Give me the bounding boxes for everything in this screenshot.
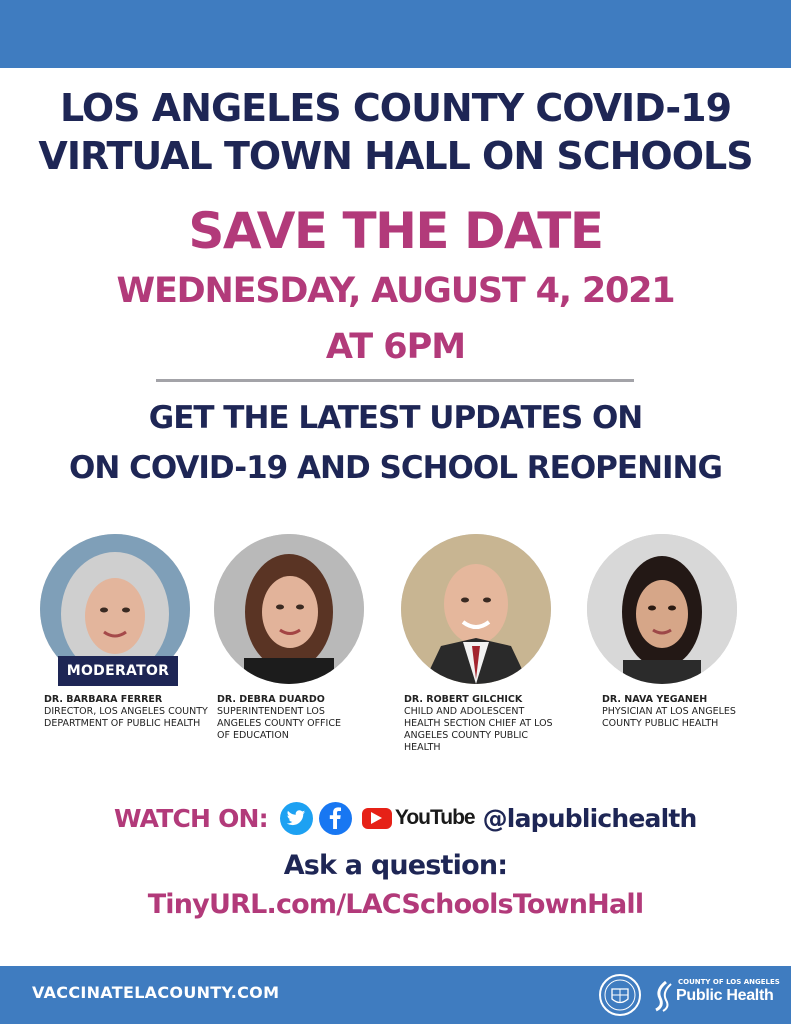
watch-on-row	[114, 800, 697, 836]
event-date: WEDNESDAY, AUGUST 4, 2021	[116, 271, 675, 311]
updates-heading-line2: ON COVID-19 AND SCHOOL REOPENING	[69, 450, 722, 486]
moderator-badge: MODERATOR	[58, 656, 178, 686]
speaker-title: DIRECTOR, LOS ANGELES COUNTY DEPARTMENT OF PUBLIC HEALTH	[44, 706, 208, 729]
save-the-date-heading: SAVE THE DATE	[188, 202, 603, 260]
event-title-line1: LOS ANGELES COUNTY COVID-19	[59, 86, 732, 130]
public-health-logo-small-text: COUNTY OF LOS ANGELES	[678, 978, 780, 986]
youtube-wordmark: YouTube	[394, 806, 475, 829]
ask-question-prompt: Ask a question:	[283, 850, 508, 881]
twitter-icon[interactable]	[280, 802, 313, 835]
updates-heading-line1: GET THE LATEST UPDATES ON	[148, 400, 643, 436]
youtube-logo[interactable]	[362, 806, 475, 830]
county-seal-icon	[598, 973, 642, 1017]
speaker-name: DR. DEBRA DUARDO	[217, 694, 325, 705]
social-handle: @lapublichealth	[482, 803, 697, 833]
event-title-line2: VIRTUAL TOWN HALL ON SCHOOLS	[38, 134, 753, 178]
bottom-banner	[0, 966, 791, 1024]
public-health-logo	[652, 976, 782, 1016]
website-link[interactable]: VACCINATELACOUNTY.COM	[32, 983, 280, 1002]
top-banner	[0, 0, 791, 68]
question-url-link[interactable]: TinyURL.com/LACSchoolsTownHall	[147, 889, 644, 920]
speaker-name: DR. ROBERT GILCHICK	[404, 694, 523, 705]
facebook-icon[interactable]	[319, 802, 352, 835]
speaker-photo	[214, 534, 364, 684]
speaker-title: PHYSICIAN AT LOS ANGELES COUNTY PUBLIC HEALTH	[602, 706, 736, 729]
section-divider	[156, 379, 634, 382]
speaker-title: CHILD AND ADOLESCENT HEALTH SECTION CHIEF AT LOS ANGELES COUNTY PUBLIC HEALTH	[404, 706, 553, 753]
event-time: AT 6PM	[325, 327, 466, 367]
public-health-logo-text: Public Health	[676, 987, 774, 1004]
public-health-mark-icon	[652, 980, 674, 1012]
speaker-name: DR. BARBARA FERRER	[44, 694, 163, 705]
speaker-name: DR. NAVA YEGANEH	[602, 694, 708, 705]
speaker-photo	[401, 534, 551, 684]
speaker-photo	[587, 534, 737, 684]
youtube-icon	[362, 808, 392, 829]
watch-on-label: WATCH ON:	[114, 803, 268, 833]
speaker-title: SUPERINTENDENT LOS ANGELES COUNTY OFFICE OF EDUCATION	[217, 706, 341, 741]
